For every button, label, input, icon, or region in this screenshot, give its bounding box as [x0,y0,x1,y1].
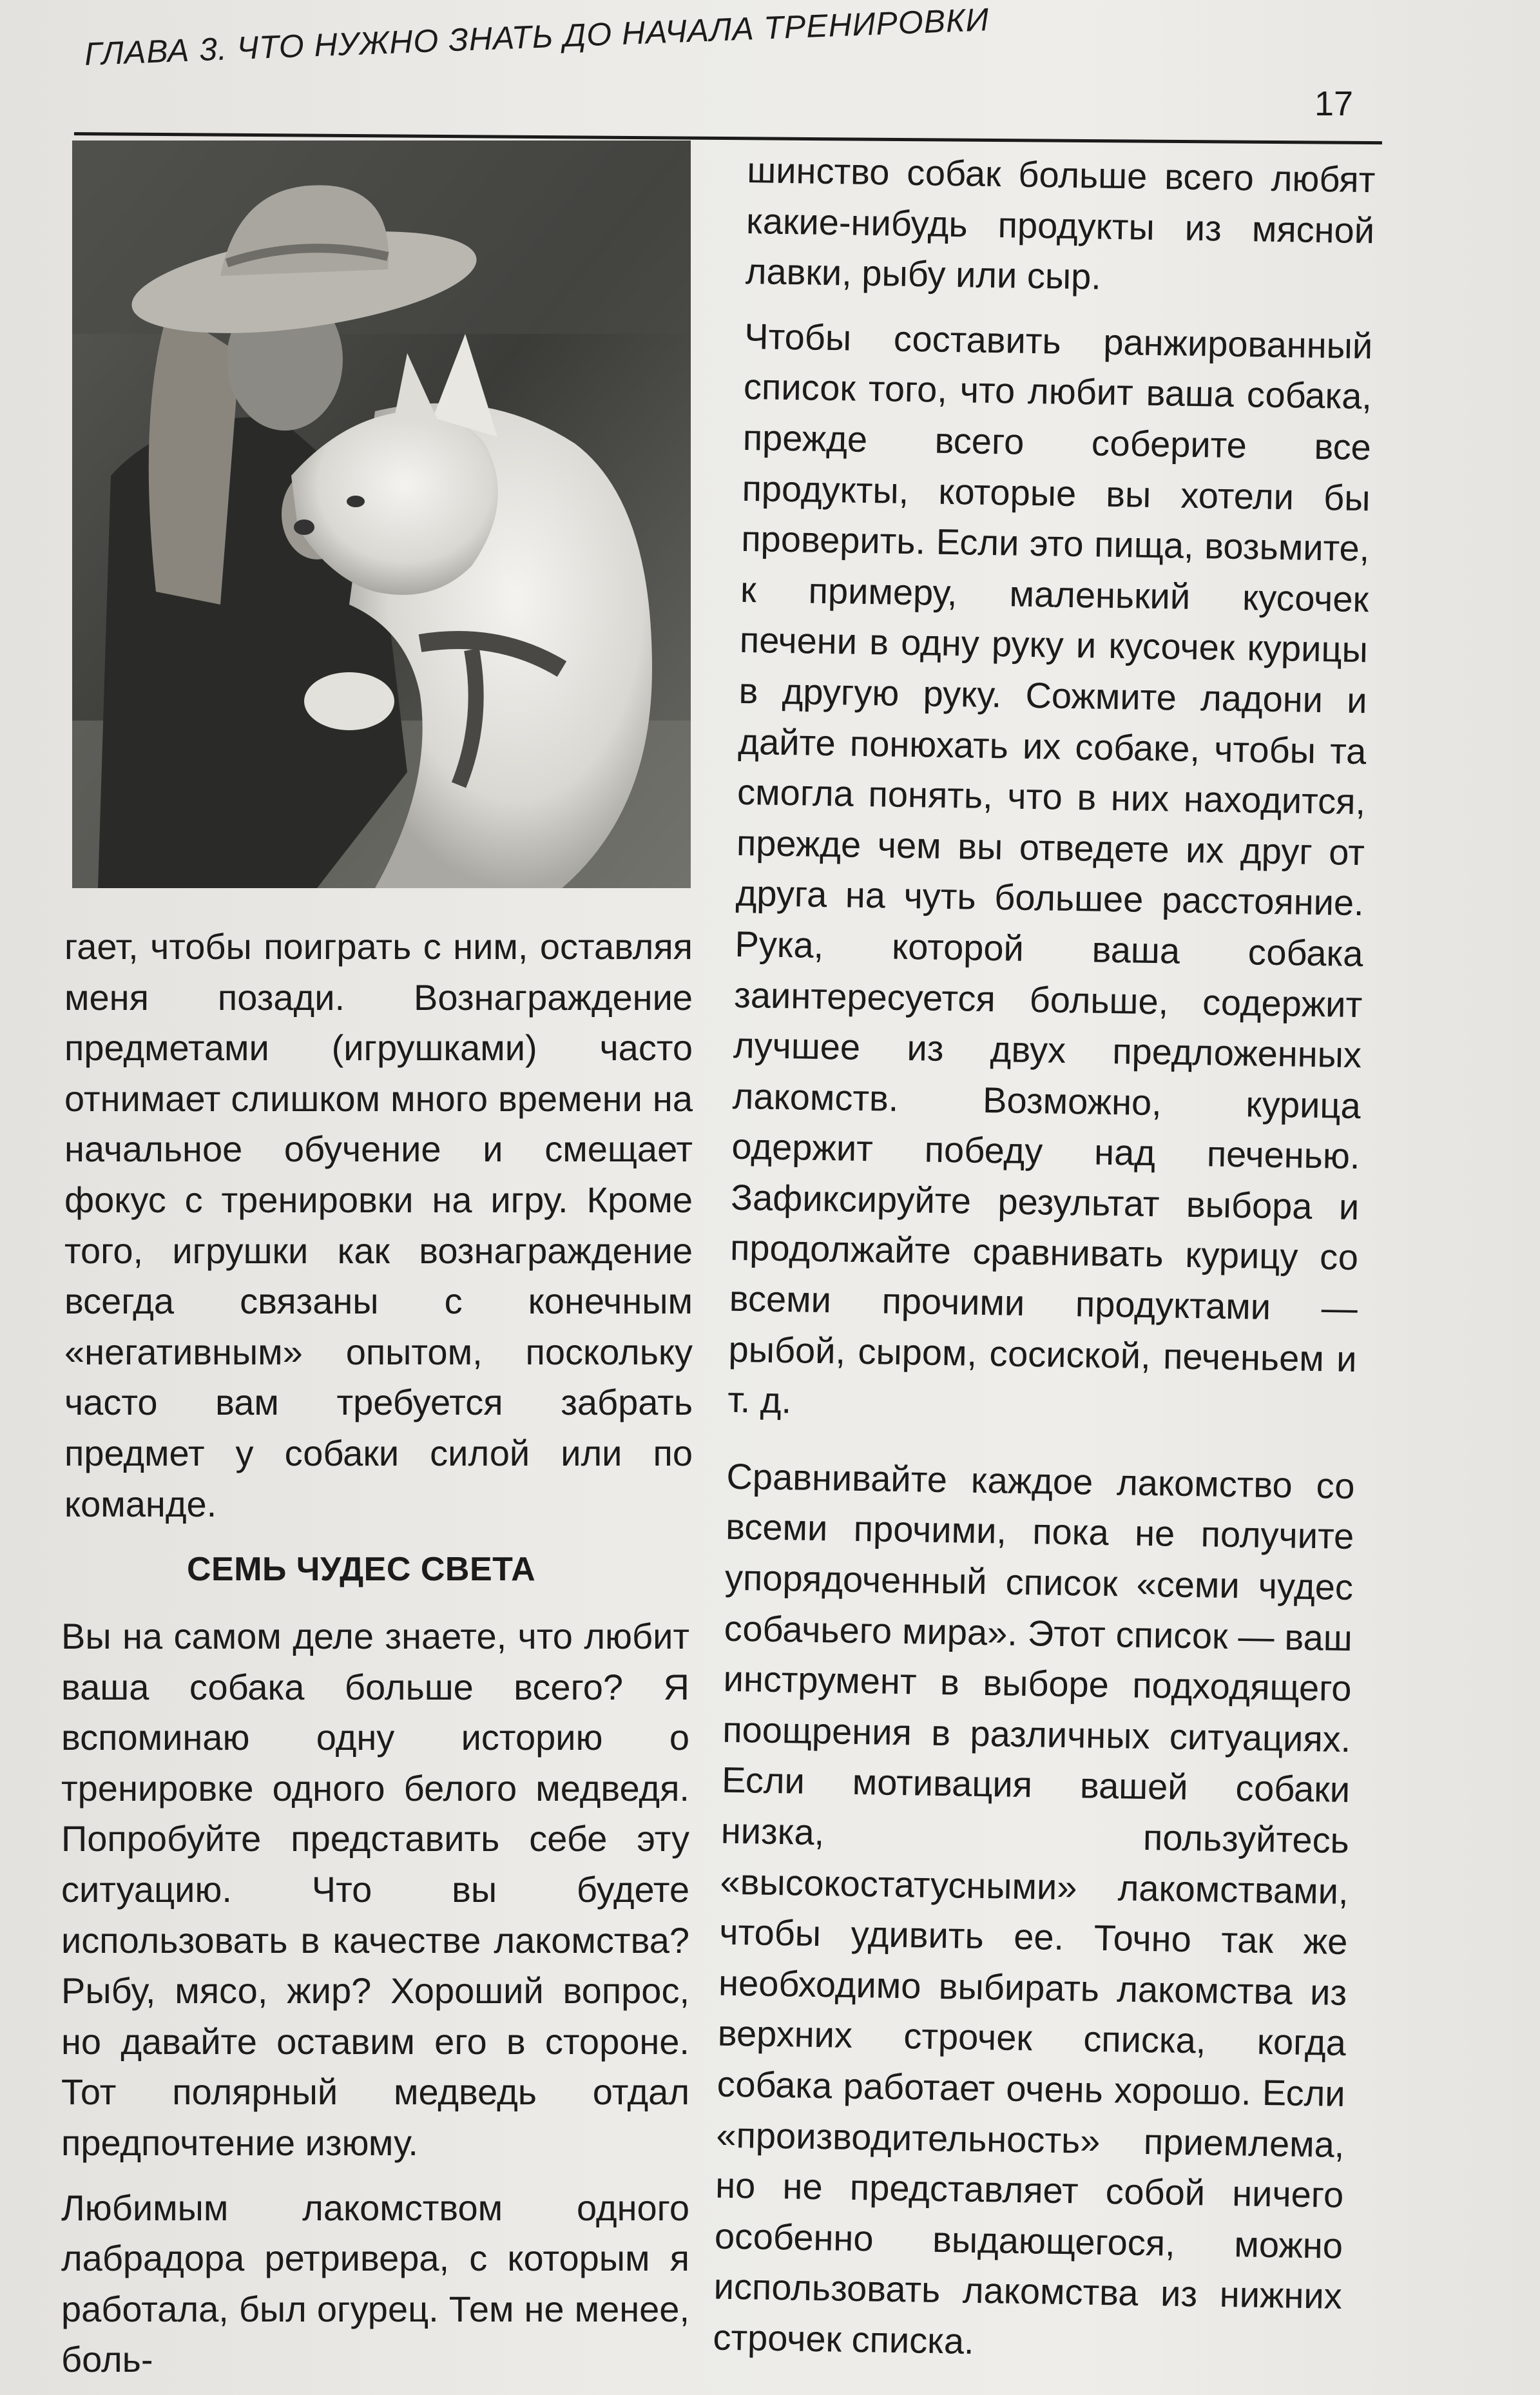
left-column-bottom [61,1611,689,2385]
running-head: ГЛАВА 3. ЧТО НУЖНО ЗНАТЬ ДО НАЧАЛА ТРЕНИРОВКИ [84,1,990,72]
left-column-top [64,922,693,1529]
photo-woman-with-white-dog [72,141,691,888]
paragraph: шинство собак больше всего любят какие-нибудь продукты из мясной лавки, рыбу или сыр. [745,149,1376,297]
paragraph: Любимым лакомством одного лабрадора ретривера, с которым я работала, был огурец. Тем не менее, боль- [61,2187,689,2380]
paragraph: Чтобы составить ранжированный список того, что любит ваша собака, прежде всего соберите все продукты, которые вы хотели бы проверить. Если это пища, возьмите, к примеру, маленький кусочек печени в одну руку и кусочек курицы в другую руку. Сожмите ладони и дайте понюхать их собаке, чтобы та смогла понять, что в них находится, прежде чем вы отведете их друг от друга на чуть большее расстояние. Рука, которой ваша собака заинтересуется больше, содержит лучшее из двух предложенных лакомств. Возможно, курица одержит победу над печенью. Зафиксируйте результат выбора и продолжайте сравнивать курицу со всеми прочими продуктами — рыбой, сыром, сосиской, печеньем и т. д. [727,315,1373,1421]
paragraph: Вы на самом деле знаете, что любит ваша собака больше всего? Я вспоминаю одну историю о тренировке одного белого медведя. Попробуйте представить себе эту ситуацию. Что вы будете использовать в качестве лакомства? Рыбу, мясо, жир? Хороший вопрос, но давайте оставим его в стороне. Тот полярный медведь отдал предпочтение изюму. [61,1616,689,2163]
right-column [713,145,1376,2372]
paragraph: гает, чтобы поиграть с ним, оставляя меня позади. Вознаграждение предметами (игрушками) часто отнимает слишком много времени на начальное обучение и смещает фокус с тренировки на игру. Кроме того, игрушки как вознаграждение всегда связаны с конечным «негативным» опытом, поскольку часто вам требуется забрать предмет у собаки силой или по команде. [64,926,693,1524]
section-heading: СЕМЬ ЧУДЕС СВЕТА [187,1551,536,1588]
page-number: 17 [1314,84,1354,123]
photo-image [72,141,691,888]
paragraph: Сравнивайте каждое лакомство со всеми прочими, пока не получите упорядоченный список «семи чудес собачьего мира». Этот список — ваш инструмент в выборе подходящего поощрения в различных ситуациях. Если мотивация вашей собаки низка, пользуйтесь «высокостатусными» лакомствами, чтобы удивить ее. Точно так же необходимо выбирать лакомства из верхних строчек списка, когда собака работает очень хорошо. Если «производительность» приемлема, но не представляет собой ничего особенно выдающегося, можно использовать лакомства из нижних строчек списка. [713,1455,1355,2361]
